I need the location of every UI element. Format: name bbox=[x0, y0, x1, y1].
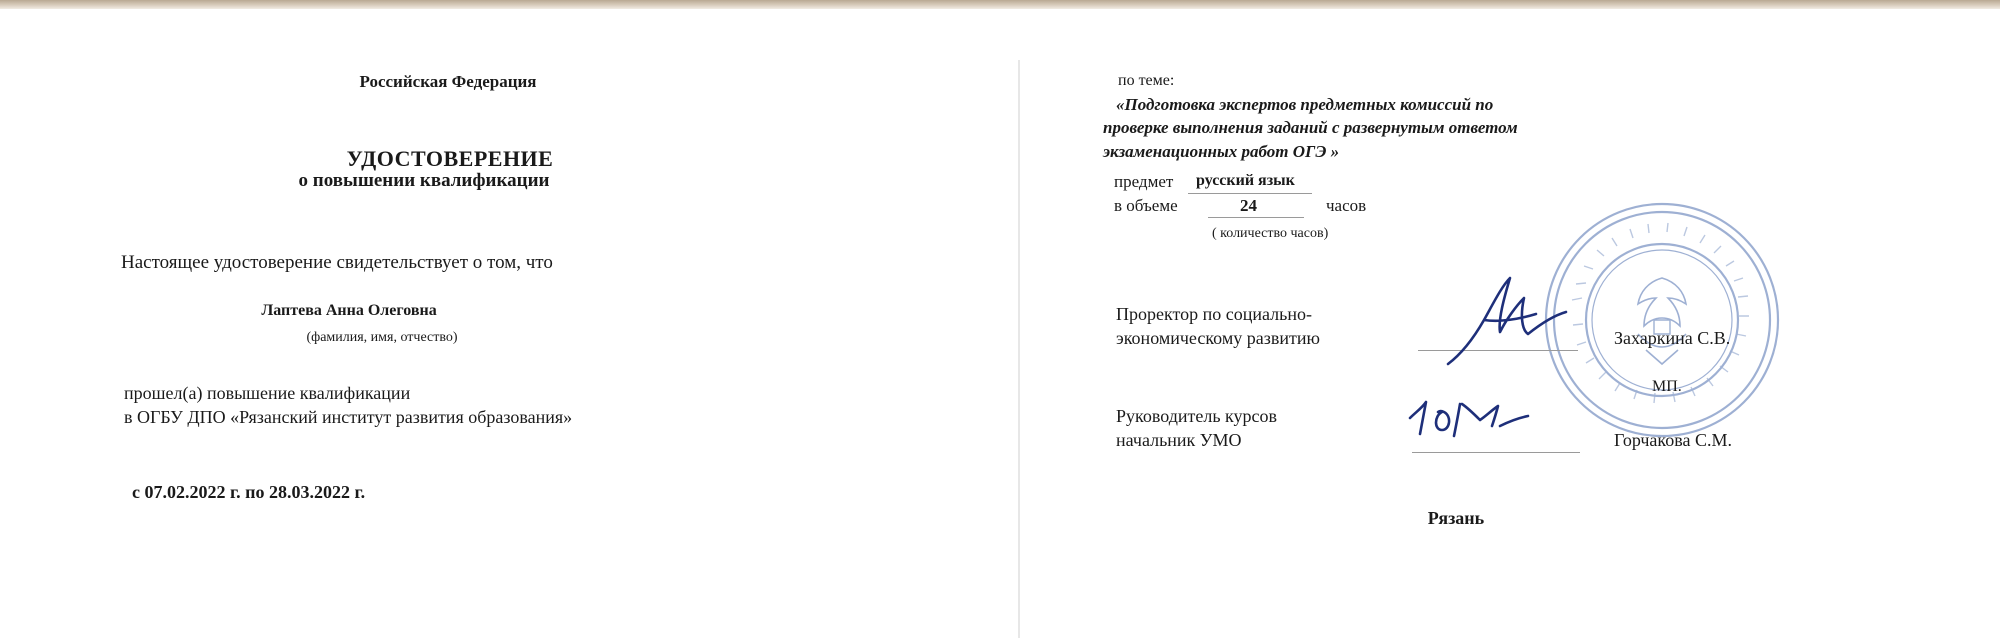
person-name-caption: (фамилия, имя, отчество) bbox=[306, 330, 458, 345]
subject-label: предмет bbox=[1114, 172, 1174, 191]
topic-label: по теме: bbox=[1118, 72, 1175, 89]
signer2-title-line-2: начальник УМО bbox=[1116, 430, 1242, 450]
course-period: с 07.02.2022 г. по 28.03.2022 г. bbox=[132, 482, 366, 502]
signer2-name: Горчакова С.М. bbox=[1614, 430, 1733, 450]
volume-underline bbox=[1208, 217, 1304, 218]
signer1-title-line-1: Проректор по социально- bbox=[1116, 304, 1312, 324]
page-top-edge bbox=[0, 0, 2000, 9]
person-name: Лаптева Анна Олеговна bbox=[261, 302, 437, 319]
subject-value: русский язык bbox=[1196, 172, 1295, 189]
subject-underline bbox=[1188, 193, 1312, 194]
hours-label: часов bbox=[1326, 196, 1367, 215]
signer1-title-line-2: экономическому развитию bbox=[1116, 328, 1320, 348]
completed-line-1: прошел(а) повышение квалификации bbox=[124, 383, 411, 403]
document-title: УДОСТОВЕРЕНИЕ bbox=[346, 146, 554, 171]
signer2-title-line-1: Руководитель курсов bbox=[1116, 406, 1278, 426]
stamp-place-label: МП. bbox=[1652, 378, 1682, 395]
document-subtitle: о повышении квалификации bbox=[298, 170, 550, 191]
topic-line-3: экзаменационных работ ОГЭ » bbox=[1103, 142, 1340, 161]
certifies-text: Настоящее удостоверение свидетельствует о том, что bbox=[121, 252, 553, 273]
volume-label: в объеме bbox=[1114, 196, 1178, 215]
volume-value: 24 bbox=[1240, 196, 1257, 215]
completed-line-2: в ОГБУ ДПО «Рязанский институт развития образования» bbox=[124, 407, 573, 427]
signer2-signature-line bbox=[1412, 452, 1580, 453]
center-fold bbox=[1018, 60, 1020, 638]
country-name: Российская Федерация bbox=[359, 72, 537, 91]
signer1-signature bbox=[1440, 268, 1580, 378]
topic-line-1: «Подготовка экспертов предметных комиссий по bbox=[1116, 95, 1494, 114]
signer1-name: Захаркина С.В. bbox=[1614, 328, 1731, 348]
hours-caption: ( количество часов) bbox=[1212, 226, 1329, 241]
topic-line-2: проверке выполнения заданий с развернутым ответом bbox=[1103, 118, 1518, 137]
city-name: Рязань bbox=[1427, 508, 1485, 528]
signer2-signature bbox=[1404, 390, 1534, 450]
